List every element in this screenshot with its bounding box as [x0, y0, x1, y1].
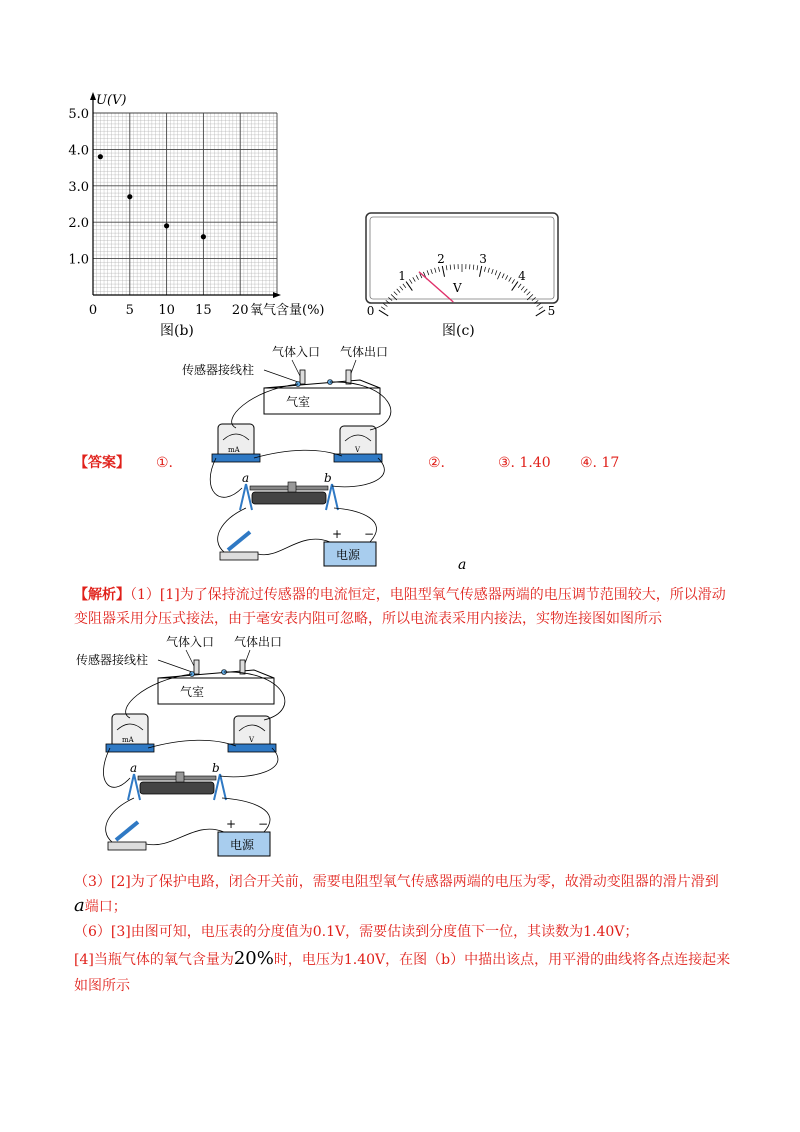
- analysis-p4-val: 20%: [233, 948, 274, 969]
- inlet-leader: [292, 360, 300, 376]
- meter-unit: V: [453, 281, 462, 295]
- power-label: 电源: [336, 548, 361, 562]
- rheostat-coil: [252, 492, 326, 504]
- meter-scale-label: 3: [479, 252, 487, 267]
- meter-tick: [536, 310, 545, 316]
- voltmeter-base-2: [228, 744, 276, 752]
- rheostat-end-b-2: b: [212, 761, 220, 775]
- milliammeter-label-2: mA: [122, 736, 134, 744]
- y-tick-label: 4.0: [68, 143, 89, 159]
- milliammeter-label: mA: [228, 446, 240, 454]
- y-tick-label: 3.0: [68, 179, 89, 195]
- meter-scale-label: 0: [366, 304, 375, 319]
- y-tick-label: 2.0: [68, 216, 89, 232]
- meter-tick: [379, 310, 388, 316]
- switch-knife-2: [116, 822, 138, 840]
- wire-switch-power-2: [146, 829, 224, 845]
- analysis-p4: [74, 946, 734, 999]
- chamber-label-2: 气室: [180, 685, 205, 699]
- meter-tick: [383, 304, 387, 307]
- gas-outlet-label-2: 气体出口: [234, 635, 283, 649]
- x-tick-label: 20: [231, 303, 249, 318]
- x-tick-label: 10: [158, 303, 175, 318]
- meter-tick: [381, 307, 385, 310]
- stray-variable-a: a: [458, 557, 467, 573]
- rheostat-end-b: b: [324, 471, 332, 485]
- x-tick-label: 15: [195, 303, 212, 318]
- data-point: [127, 194, 132, 199]
- gas-outlet-pipe-2: [240, 660, 245, 674]
- sensor-terminal-label-2: 传感器接线柱: [76, 653, 149, 667]
- meter-scale-label: 4: [518, 268, 526, 283]
- gas-inlet-label-2: 气体入口: [166, 635, 215, 649]
- gas-inlet-pipe: [300, 370, 305, 384]
- graph-b-caption: 图(b): [160, 323, 194, 339]
- milliammeter-base: [212, 454, 260, 462]
- answer-item-4: ④. 17: [580, 455, 620, 471]
- answer-label: 【答案】: [74, 455, 130, 471]
- y-axis-label: U(V): [96, 93, 127, 108]
- chamber-label: 气室: [286, 395, 311, 409]
- analysis-p4-post: 时，电压为1.40V，在图（b）中描出该点，用平滑的曲线将各点连接起来如图所示: [74, 952, 731, 994]
- y-tick-labels: [68, 107, 89, 268]
- power-plus: +: [332, 527, 343, 541]
- circuit-diagram-2: [74, 630, 334, 870]
- x-tick-label: 0: [88, 303, 98, 318]
- data-point: [98, 154, 103, 159]
- power-label-2: 电源: [230, 838, 255, 852]
- gas-inlet-pipe-2: [194, 660, 199, 674]
- analysis-p4-pre: [4]当瓶气体的氧气含量为: [74, 952, 234, 968]
- switch-base-2: [108, 842, 146, 850]
- wire-ammeter-rheostat-2: [103, 748, 130, 787]
- gas-outlet-label: 气体出口: [340, 345, 389, 359]
- answer-item-2: ②.: [428, 455, 446, 471]
- x-tick-labels: [89, 303, 249, 318]
- meter-c-caption: 图(c): [442, 323, 475, 339]
- gas-inlet-label: 气体入口: [272, 345, 321, 359]
- y-tick-label: 1.0: [68, 252, 89, 268]
- rheostat-coil-2: [140, 782, 214, 794]
- rheostat-end-a-2: a: [130, 761, 138, 775]
- meter-c-svg: [365, 212, 559, 319]
- data-point: [201, 234, 206, 239]
- analysis-p2-post: 端口；: [84, 899, 127, 915]
- meter-frame-outer: [366, 213, 558, 303]
- meter-tick: [539, 307, 543, 310]
- analysis-p2: [74, 870, 734, 919]
- voltmeter-label: V: [355, 446, 361, 454]
- wire-ammeter-rheostat: [210, 458, 242, 497]
- x-tick-label: 5: [125, 303, 134, 318]
- rheostat-slider: [288, 482, 296, 492]
- meter-scale-label: 1: [398, 268, 406, 283]
- power-minus: −: [364, 527, 375, 541]
- analysis-label: 【解析】: [74, 587, 130, 603]
- voltmeter-base: [334, 454, 382, 462]
- sensor-terminal-label: 传感器接线柱: [182, 363, 255, 377]
- meter-c: [365, 212, 559, 319]
- data-point: [164, 223, 169, 228]
- gas-chamber: [264, 388, 380, 414]
- graph-b-svg: [60, 90, 350, 330]
- meter-scale-label: 2: [437, 252, 445, 267]
- x-axis-label: 氧气含量(%): [250, 303, 325, 318]
- meter-scale-label: 5: [547, 304, 556, 319]
- analysis-p2-pre: （3）[2]为了保护电路，闭合开关前，需要电阻型氧气传感器两端的电压为零，故滑动变阻器的滑片滑到: [74, 874, 719, 890]
- wire-meters-2: [148, 740, 236, 748]
- milliammeter-base-2: [106, 744, 154, 752]
- analysis-p3: （6）[3]由图可知，电压表的分度值为0.1V，需要估读到分度值下一位，其读数为1.40V；: [74, 924, 639, 940]
- terminal-leader-2: [158, 660, 192, 672]
- gas-outlet-pipe: [346, 370, 351, 384]
- gas-chamber-2: [158, 678, 274, 704]
- terminal-leader: [264, 370, 298, 382]
- voltmeter-label-2: V: [249, 736, 255, 744]
- analysis-p1: [74, 583, 734, 631]
- power-plus-2: +: [226, 817, 237, 831]
- grid-minor: [93, 113, 277, 295]
- inlet-leader-2: [186, 650, 194, 666]
- analysis-p2-var: a: [74, 895, 85, 916]
- power-minus-2: −: [258, 817, 269, 831]
- graph-b: [60, 90, 350, 330]
- answer-item-1: ①.: [156, 455, 174, 471]
- circuit-diagram-1: [180, 340, 440, 580]
- rheostat-slider-2: [176, 772, 184, 782]
- circuit-2-svg: [74, 630, 334, 870]
- circuit-1-svg: [180, 340, 440, 580]
- analysis-p1-text: （1）[1]为了保持流过传感器的电流恒定，电阻型氧气传感器两端的电压调节范围较大，所以滑动变阻器采用分压式接法，由于毫安表内阻可忽略，所以电流表采用内接法，实物连接图如图所示: [74, 587, 726, 627]
- wire-meters: [254, 450, 342, 458]
- answer-item-3: ③. 1.40: [498, 455, 551, 471]
- y-tick-label: 5.0: [68, 107, 89, 122]
- rheostat-end-a: a: [242, 471, 250, 485]
- switch-base: [220, 552, 258, 560]
- wire-switch-power: [258, 539, 330, 555]
- meter-tick: [537, 304, 541, 307]
- switch-knife: [228, 532, 250, 550]
